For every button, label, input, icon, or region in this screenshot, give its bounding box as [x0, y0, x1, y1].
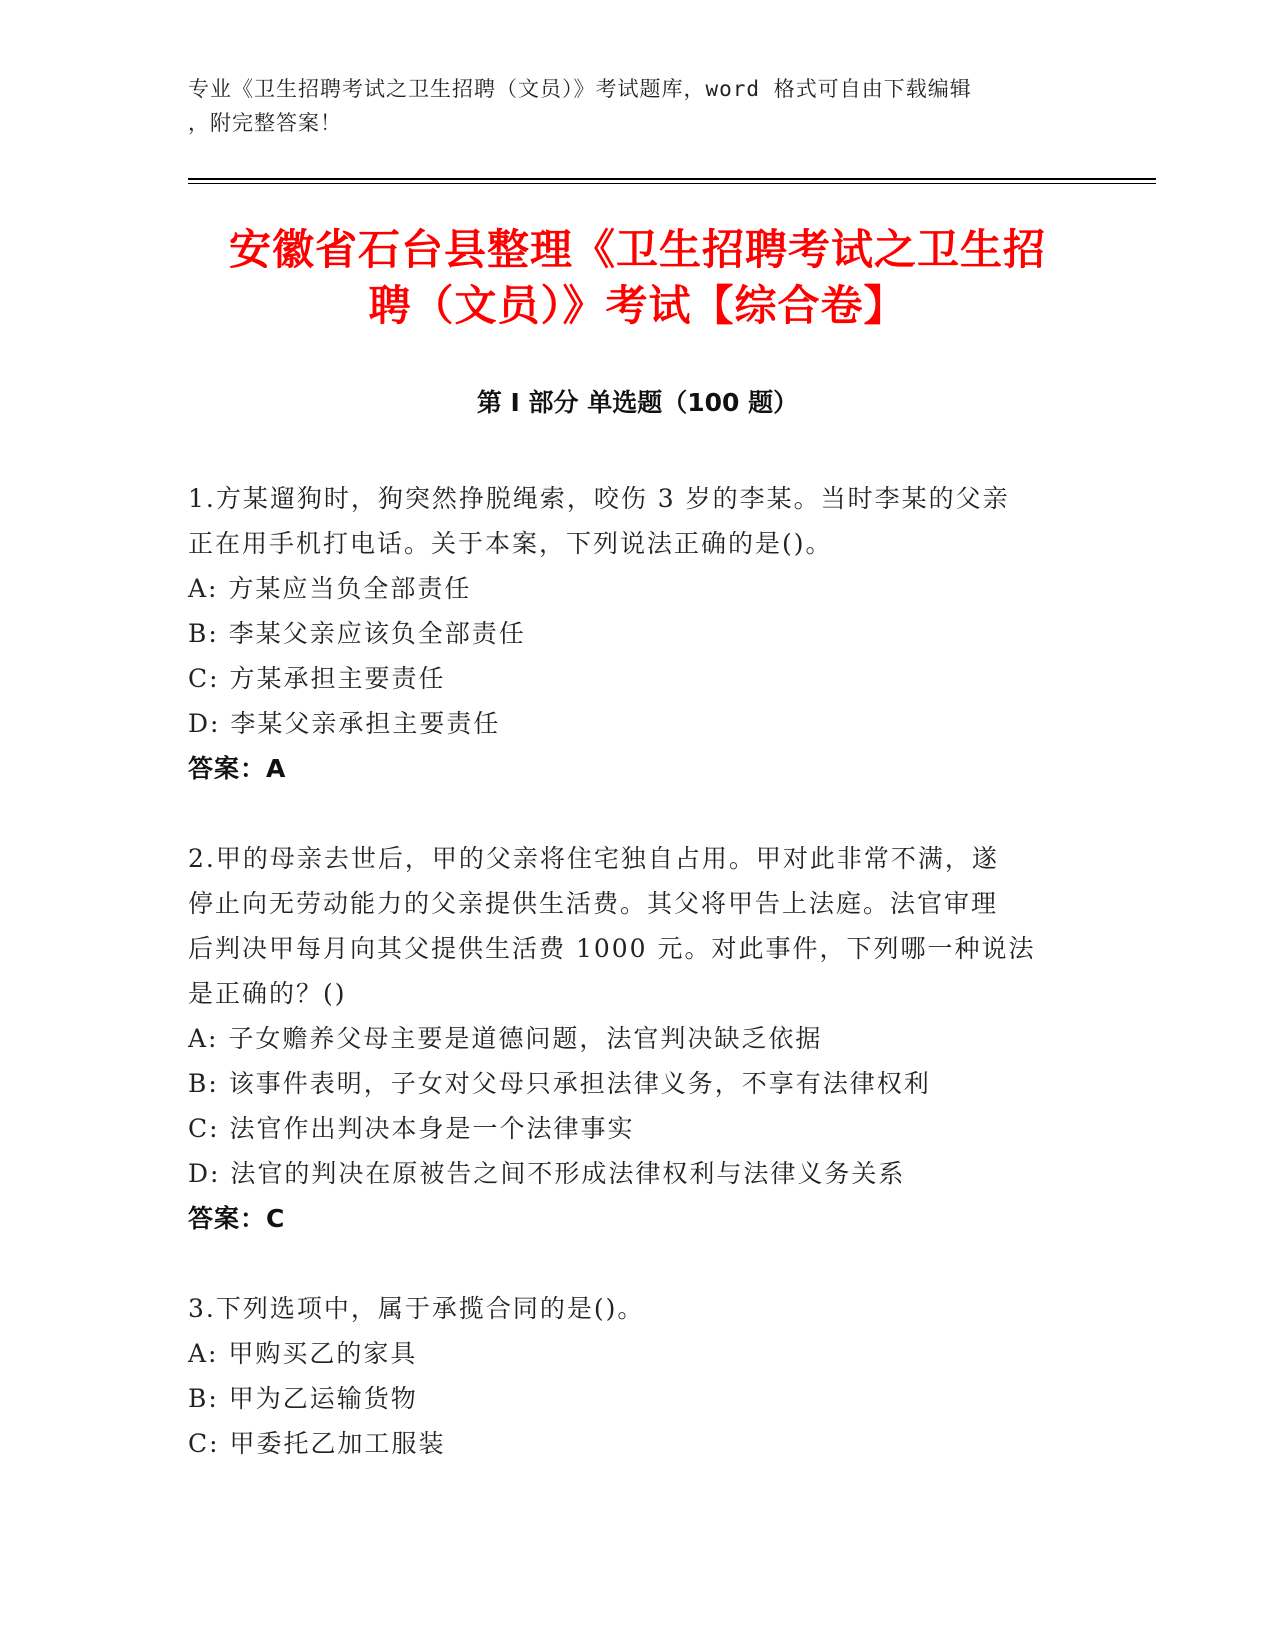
header-note: [188, 72, 1088, 140]
question-answer: 答案：A: [188, 754, 287, 783]
question-option: B: 李某父亲应该负全部责任: [188, 619, 526, 648]
question-stem-line: 3.下列选项中，属于承揽合同的是()。: [188, 1294, 645, 1323]
question-list: [188, 476, 1068, 1511]
question-option: C: 甲委托乙加工服装: [188, 1429, 446, 1458]
question-option: A: 方某应当负全部责任: [188, 574, 472, 603]
question-option: A: 子女赡养父母主要是道德问题，法官判决缺乏依据: [188, 1024, 823, 1053]
question-stem-line: 1.方某遛狗时，狗突然挣脱绳索，咬伤 3 岁的李某。当时李某的父亲: [188, 484, 1010, 513]
question-option: D: 李某父亲承担主要责任: [188, 709, 501, 738]
question-answer: 答案：C: [188, 1204, 286, 1233]
question-option: C: 方某承担主要责任: [188, 664, 446, 693]
document-title: [160, 222, 1115, 334]
question-stem-line: 是正确的？(): [188, 979, 347, 1008]
document-title-line-2: 聘（文员）》考试【综合卷】: [368, 281, 907, 330]
question-option: C: 法官作出判决本身是一个法律事实: [188, 1114, 635, 1143]
question-stem-line: 2.甲的母亲去世后，甲的父亲将住宅独自占用。甲对此非常不满，遂: [188, 844, 999, 873]
question-option: B: 该事件表明，子女对父母只承担法律义务，不享有法律权利: [188, 1069, 931, 1098]
document-title-line-1: 安徽省石台县整理《卫生招聘考试之卫生招: [228, 225, 1046, 274]
header-note-line-2: ，附完整答案！: [188, 111, 342, 135]
section-title: 第 I 部分 单选题（100 题）: [476, 388, 799, 417]
question-option: B: 甲为乙运输货物: [188, 1384, 418, 1413]
question-item: [188, 1286, 1068, 1466]
question-item: [188, 476, 1068, 791]
header-note-line-1: 专业《卫生招聘考试之卫生招聘（文员）》考试题库，word 格式可自由下载编辑: [188, 77, 972, 101]
question-option: A: 甲购买乙的家具: [188, 1339, 418, 1368]
question-stem-line: 正在用手机打电话。关于本案，下列说法正确的是()。: [188, 529, 833, 558]
header-divider-thin: [188, 183, 1156, 184]
question-option: D: 法官的判决在原被告之间不形成法律权利与法律义务关系: [188, 1159, 906, 1188]
question-item: [188, 836, 1068, 1241]
question-stem-line: 停止向无劳动能力的父亲提供生活费。其父将甲告上法庭。法官审理: [188, 889, 999, 918]
question-stem-line: 后判决甲每月向其父提供生活费 1000 元。对此事件，下列哪一种说法: [188, 934, 1036, 963]
header-divider-thick: [188, 178, 1156, 180]
